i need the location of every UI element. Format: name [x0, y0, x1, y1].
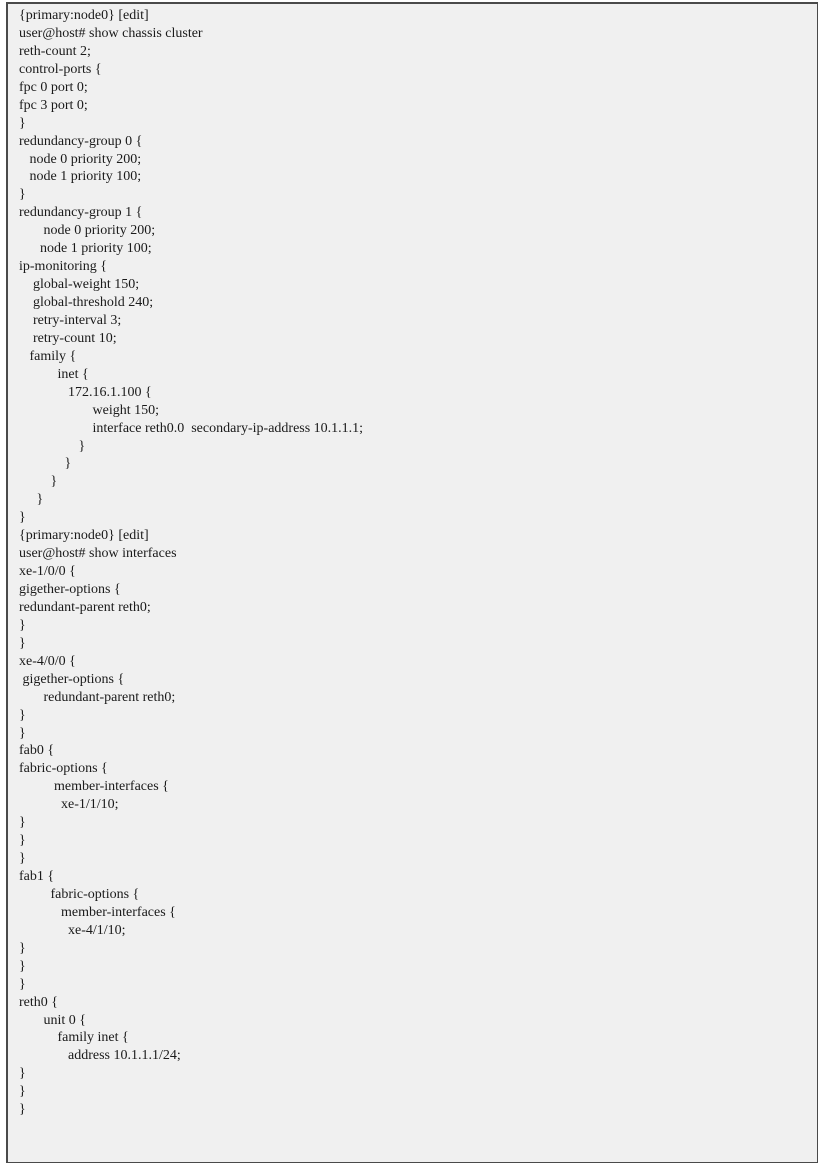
- config-line: xe-4/1/10;: [19, 922, 126, 938]
- config-line: family {: [19, 348, 77, 364]
- config-line: }: [19, 815, 26, 831]
- config-line: user@host# show interfaces: [19, 546, 177, 562]
- config-line: }: [19, 1102, 26, 1118]
- config-line: }: [19, 1084, 26, 1100]
- config-line: gigether-options {: [19, 671, 125, 687]
- config-line: node 1 priority 100;: [19, 169, 142, 185]
- config-line: address 10.1.1.1/24;: [19, 1048, 181, 1064]
- config-line: fabric-options {: [19, 761, 108, 777]
- config-line: global-weight 150;: [19, 277, 140, 293]
- config-line: }: [19, 635, 26, 651]
- config-line: redundancy-group 0 {: [19, 133, 143, 149]
- config-line: node 0 priority 200;: [19, 151, 142, 167]
- config-line: node 0 priority 200;: [19, 223, 156, 239]
- config-line: }: [19, 725, 26, 741]
- config-line: fabric-options {: [19, 886, 140, 902]
- config-line: reth0 {: [19, 994, 58, 1010]
- config-line: retry-count 10;: [19, 330, 117, 346]
- config-line: }: [19, 707, 26, 723]
- config-line: xe-4/0/0 {: [19, 653, 76, 669]
- config-listing: [19, 7, 363, 1119]
- config-line: interface reth0.0 secondary-ip-address 10.1.1.1;: [19, 420, 364, 436]
- config-line: member-interfaces {: [19, 904, 176, 920]
- config-line: fab0 {: [19, 743, 55, 759]
- config-line: }: [19, 510, 26, 526]
- config-line: }: [19, 833, 26, 849]
- config-line: xe-1/1/10;: [19, 797, 119, 813]
- config-line: weight 150;: [19, 402, 159, 418]
- config-line: }: [19, 456, 72, 472]
- config-line: node 1 priority 100;: [19, 241, 152, 257]
- config-line: }: [19, 958, 26, 974]
- config-line: fab1 {: [19, 869, 55, 884]
- config-line: control-ports {: [19, 61, 102, 77]
- config-line: global-threshold 240;: [19, 295, 154, 310]
- config-line: unit 0 {: [19, 1012, 86, 1028]
- config-line: }: [19, 187, 26, 203]
- config-line: }: [19, 438, 86, 454]
- config-line: {primary:node0} [edit]: [19, 528, 149, 544]
- config-line: inet {: [19, 366, 89, 382]
- config-line: }: [19, 976, 26, 992]
- config-line: {primary:node0} [edit]: [19, 8, 149, 23]
- config-line: reth-count 2;: [19, 43, 91, 59]
- config-line: family inet {: [19, 1030, 129, 1046]
- config-line: redundant-parent reth0;: [19, 599, 151, 615]
- config-line: retry-interval 3;: [19, 312, 122, 328]
- config-line: ip-monitoring {: [19, 259, 107, 275]
- config-line: }: [19, 851, 26, 867]
- config-line: 172.16.1.100 {: [19, 384, 152, 400]
- config-line: redundancy-group 1 {: [19, 205, 143, 221]
- config-line: }: [19, 617, 26, 633]
- config-line: }: [19, 492, 44, 508]
- config-line: redundant-parent reth0;: [19, 689, 176, 705]
- config-line: }: [19, 1066, 26, 1082]
- config-line: fpc 0 port 0;: [19, 79, 88, 95]
- config-line: member-interfaces {: [19, 779, 169, 795]
- config-line: }: [19, 115, 26, 131]
- config-line: user@host# show chassis cluster: [19, 25, 203, 41]
- config-line: gigether-options {: [19, 582, 121, 597]
- config-line: xe-1/0/0 {: [19, 564, 76, 580]
- config-document-frame: [6, 2, 818, 1163]
- config-line: }: [19, 474, 58, 490]
- config-line: fpc 3 port 0;: [19, 97, 88, 113]
- config-line: }: [19, 940, 26, 956]
